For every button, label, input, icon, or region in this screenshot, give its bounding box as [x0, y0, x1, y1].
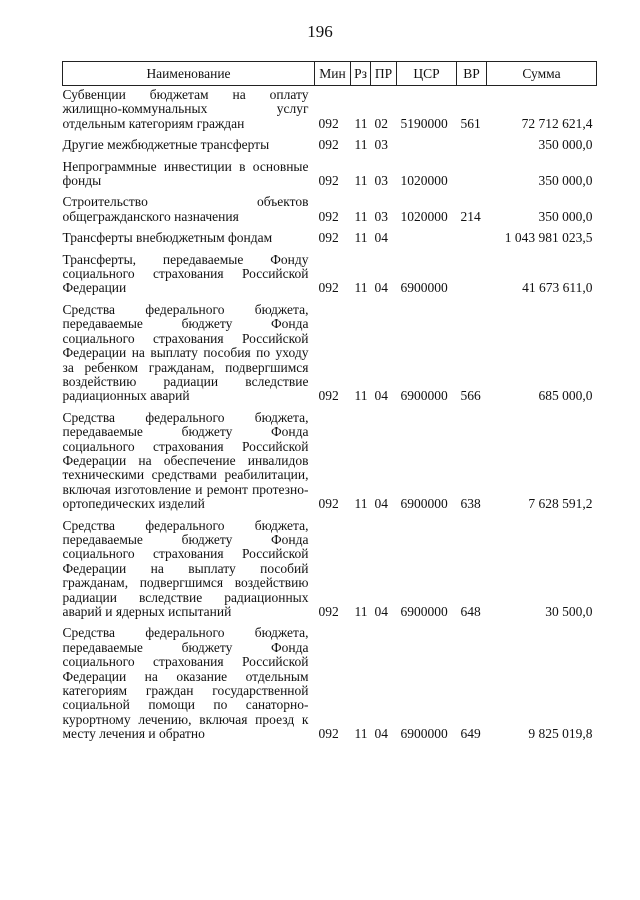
row-pr: 02 [374, 115, 388, 131]
row-csr [397, 231, 457, 252]
row-sum: 72 712 621,4 [521, 115, 593, 131]
row-vr [457, 160, 487, 196]
table-row [63, 138, 597, 159]
row-csr: 6900000 [400, 388, 448, 404]
row-sum: 350 000,0 [538, 208, 593, 224]
header-name: Наименование [63, 62, 315, 86]
row-min: 092 [318, 137, 339, 153]
table-row [63, 253, 597, 303]
row-pr: 04 [374, 388, 388, 404]
row-csr: 1020000 [400, 208, 448, 224]
row-name: Трансферты внебюджетным фондам [62, 230, 273, 246]
row-sum: 1 043 981 023,5 [504, 230, 593, 246]
row-min: 092 [318, 496, 339, 512]
row-csr: 6900000 [400, 496, 448, 512]
table-row [63, 626, 597, 748]
header-vr: ВР [457, 62, 487, 86]
row-rz: 11 [354, 208, 368, 224]
header-rz: Рз [351, 62, 371, 86]
row-vr [457, 253, 487, 303]
row-pr: 04 [374, 496, 388, 512]
row-vr [457, 231, 487, 252]
row-sum: 41 673 611,0 [522, 280, 593, 296]
row-sum: 350 000,0 [538, 137, 593, 153]
row-csr [397, 138, 457, 159]
row-csr: 6900000 [400, 280, 448, 296]
table-row [63, 160, 597, 196]
page-number: 196 [307, 22, 333, 41]
table-body [63, 86, 597, 749]
row-pr: 03 [374, 137, 388, 153]
budget-table [62, 61, 597, 749]
header-min: Мин [315, 62, 351, 86]
row-rz: 11 [354, 388, 368, 404]
row-min: 092 [318, 208, 339, 224]
row-sum: 7 628 591,2 [528, 496, 593, 512]
row-vr: 638 [460, 496, 481, 512]
row-name: Непрограммные инвестиции в основные фонды [62, 158, 309, 189]
row-pr: 04 [374, 604, 388, 619]
row-name: Трансферты, передаваемые Фонду социального страхования Российской Федерации [62, 251, 309, 296]
row-min: 092 [318, 173, 339, 189]
row-pr: 04 [374, 280, 388, 296]
row-rz: 11 [354, 137, 368, 153]
row-min: 092 [318, 388, 339, 404]
row-min: 092 [318, 726, 339, 742]
row-csr: 1020000 [400, 173, 448, 189]
row-vr [457, 138, 487, 159]
row-sum: 9 825 019,8 [528, 726, 593, 742]
row-vr: 648 [460, 604, 481, 619]
row-name: Средства федерального бюджета, передаваемые бюджету Фонда социального страхования Российской Федерации на оказание отдельным категориям граждан государственной социальной помощи по санаторно-курортному лечению, включая проезд к месту лечения и обратно [62, 625, 309, 742]
row-pr: 04 [374, 726, 388, 742]
row-name: Субвенции бюджетам на оплату жилищно-коммунальных услуг отдельным категориям граждан [62, 87, 309, 131]
row-rz: 11 [354, 726, 368, 742]
row-name: Средства федерального бюджета, передаваемые бюджету Фонда социального страхования Российской Федерации на обеспечение инвалидов техническими средствами реабилитации, включая изготовление и ремонт протезно-ортопедических изделий [62, 409, 309, 512]
row-name: Средства федерального бюджета, передаваемые бюджету Фонда социального страхования Российской Федерации на выплату пособия по уходу за ребенком гражданам, подвергшимся воздействию радиации вследствие радиационных аварий [62, 301, 309, 404]
row-csr: 6900000 [400, 604, 448, 619]
header-sum: Сумма [487, 62, 597, 86]
header-csr: ЦСР [397, 62, 457, 86]
row-sum: 350 000,0 [538, 173, 593, 189]
row-min: 092 [318, 230, 339, 246]
row-pr: 04 [374, 230, 388, 246]
row-rz: 11 [354, 496, 368, 512]
table-header [63, 62, 597, 86]
row-rz: 11 [354, 280, 368, 296]
row-pr: 03 [374, 173, 388, 189]
row-name: Средства федерального бюджета, передаваемые бюджету Фонда социального страхования Российской Федерации на выплату пособий гражданам, подвергшимся воздействию радиации вследствие радиационных аварий и ядерных испытаний [62, 517, 309, 619]
row-min: 092 [318, 280, 339, 296]
row-rz: 11 [354, 230, 368, 246]
header-pr: ПР [371, 62, 397, 86]
row-rz: 11 [354, 604, 368, 619]
table-row [63, 303, 597, 411]
row-name: Строительство объектов общегражданского назначения [62, 194, 309, 224]
table-row [63, 411, 597, 519]
row-sum: 30 500,0 [545, 604, 593, 619]
row-pr: 03 [374, 208, 388, 224]
row-min: 092 [318, 604, 339, 619]
table-row [63, 231, 597, 252]
row-vr: 649 [460, 726, 481, 742]
row-vr: 561 [460, 115, 481, 131]
row-csr: 6900000 [400, 726, 448, 742]
row-vr: 214 [460, 208, 481, 224]
row-sum: 685 000,0 [538, 388, 593, 404]
row-min: 092 [318, 115, 339, 131]
row-rz: 11 [354, 173, 368, 189]
row-rz: 11 [354, 115, 368, 131]
row-vr: 566 [460, 388, 481, 404]
table-row [63, 195, 597, 231]
table-row [63, 519, 597, 627]
row-name: Другие межбюджетные трансферты [62, 137, 270, 153]
row-csr: 5190000 [400, 115, 448, 131]
table-row [63, 86, 597, 139]
